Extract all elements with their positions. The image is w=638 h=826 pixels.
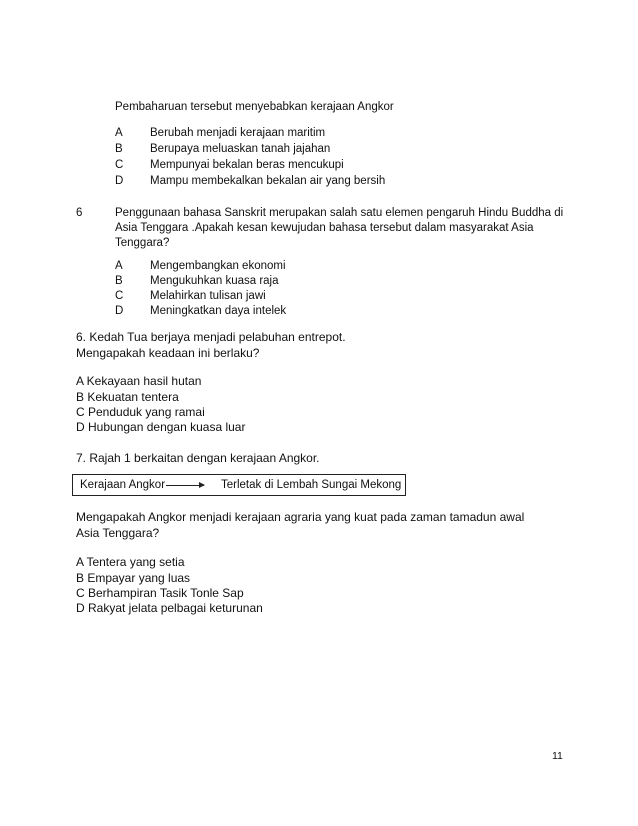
diagram-right-label: Terletak di Lembah Sungai Mekong xyxy=(221,479,402,491)
q6b-option-d: D Hubungan dengan kuasa luar xyxy=(76,420,246,434)
q6b-option-a: A Kekayaan hasil hutan xyxy=(76,374,202,388)
option-letter: B xyxy=(115,143,123,155)
option-text: Melahirkan tulisan jawi xyxy=(150,290,266,302)
q6b-stem-line-2: Mengapakah keadaan ini berlaku? xyxy=(76,346,260,360)
option-text: Mampu membekalkan bekalan air yang bersih xyxy=(150,175,386,187)
q7-option-b: B Empayar yang luas xyxy=(76,571,191,585)
option-letter: D xyxy=(115,175,124,187)
option-letter: C xyxy=(115,159,124,171)
page-number: 11 xyxy=(552,750,563,762)
q6b-option-b: B Kekuatan tentera xyxy=(76,390,179,404)
q5-stem: Pembaharuan tersebut menyebabkan kerajaan Angkor xyxy=(115,101,394,113)
option-text: Mengukuhkan kuasa raja xyxy=(150,275,279,287)
option-letter: D xyxy=(115,305,124,317)
option-text: Mempunyai bekalan beras mencukupi xyxy=(150,159,344,171)
q7-intro: 7. Rajah 1 berkaitan dengan kerajaan Angkor. xyxy=(76,451,320,465)
option-text: Berupaya meluaskan tanah jajahan xyxy=(150,143,331,155)
q7-stem-line-2: Asia Tenggara? xyxy=(76,526,160,540)
q6b-option-c: C Penduduk yang ramai xyxy=(76,405,205,419)
option-text: Meningkatkan daya intelek xyxy=(150,305,287,317)
arrow-right-icon xyxy=(166,485,204,486)
q6a-number: 6 xyxy=(76,207,83,219)
rajah-1-diagram xyxy=(72,474,406,496)
q6a-stem-line-1: Penggunaan bahasa Sanskrit merupakan salah satu elemen pengaruh Hindu Buddha di xyxy=(115,207,564,219)
q6a-stem-line-2: Asia Tenggara .Apakah kesan kewujudan bahasa tersebut dalam masyarakat Asia xyxy=(115,222,534,234)
q7-option-a: A Tentera yang setia xyxy=(76,555,185,569)
option-text: Berubah menjadi kerajaan maritim xyxy=(150,127,326,139)
option-letter: A xyxy=(115,260,123,272)
q6b-stem-line-1: 6. Kedah Tua berjaya menjadi pelabuhan entrepot. xyxy=(76,330,346,344)
option-letter: C xyxy=(115,290,124,302)
q7-option-c: C Berhampiran Tasik Tonle Sap xyxy=(76,586,244,600)
q7-stem-line-1: Mengapakah Angkor menjadi kerajaan agraria yang kuat pada zaman tamadun awal xyxy=(76,510,525,524)
q7-option-d: D Rakyat jelata pelbagai keturunan xyxy=(76,601,263,615)
q6a-stem-line-3: Tenggara? xyxy=(115,237,170,249)
diagram-left-label: Kerajaan Angkor xyxy=(80,479,166,491)
option-text: Mengembangkan ekonomi xyxy=(150,260,286,272)
option-letter: B xyxy=(115,275,123,287)
option-letter: A xyxy=(115,127,123,139)
